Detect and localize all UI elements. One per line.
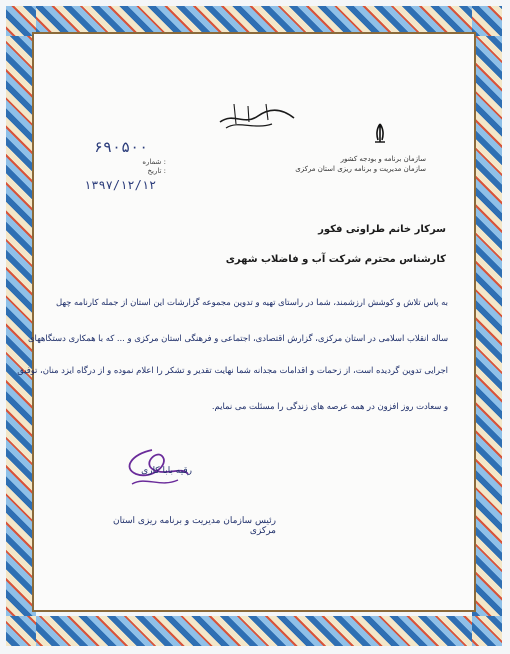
body-line-1: به پاس تلاش و کوشش ارزشمند، شما در راستای تهیه و تدوین مجموعه گزارشات این استان از جمله کارنامه چهل — [55, 297, 448, 307]
recipient-name: سرکار خانم طراوتی فکور — [318, 224, 446, 235]
body-line-2: ساله انقلاب اسلامی در استان مرکزی، گزارش اقتصادی، اجتماعی و فرهنگی استان مرکزی و ... که با همکاری دستگاههای — [27, 333, 448, 343]
org-line-1: سازمان برنامه و بودجه کشور — [340, 155, 426, 163]
body-line-3: اجرایی تدوین گردیده است، از زحمات و اقدامات مجدانه شما نهایت تقدیر و تشکر را اعلام نموده و از درگاه ایزد منان، توفیق — [17, 365, 448, 375]
letter-date: ۱۳۹۷/۱۲/۱۲ — [84, 178, 157, 192]
signatory-name: رقیه بابا کاری — [141, 466, 192, 476]
organization-header — [295, 154, 426, 174]
iran-emblem-icon — [372, 122, 388, 146]
org-line-2: سازمان مدیریت و برنامه ریزی استان مرکزی — [295, 165, 426, 173]
recipient-role: کارشناس محترم شرکت آب و فاضلاب شهری — [225, 254, 446, 265]
reference-number: ۶۹۰۵۰۰ — [94, 138, 149, 156]
signatory-title: رئیس سازمان مدیریت و برنامه ریزی استان مرکزی — [112, 516, 276, 536]
date-label: : تاریخ — [147, 167, 166, 175]
bismillah-calligraphy-icon — [214, 100, 298, 136]
number-label: : شماره — [142, 158, 166, 166]
body-line-4: و سعادت روز افزون در همه عرصه های زندگی را مسئلت می نمایم. — [211, 401, 448, 411]
